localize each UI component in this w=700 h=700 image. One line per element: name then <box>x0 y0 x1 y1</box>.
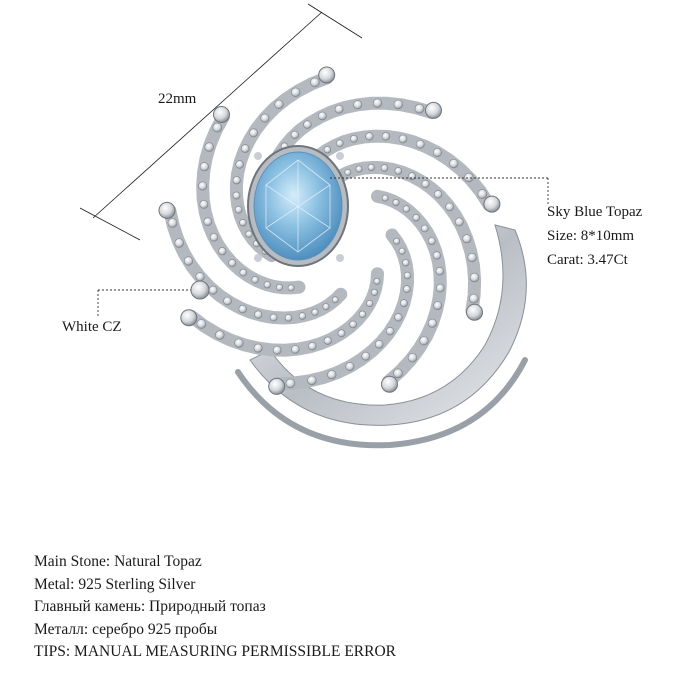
pave-stone <box>366 133 374 141</box>
pave-stone <box>468 253 477 262</box>
pave-stone <box>404 272 411 279</box>
pave-stone <box>254 344 262 352</box>
pave-stone <box>350 321 357 328</box>
pave-stone <box>200 200 208 208</box>
pave-stone <box>421 225 428 232</box>
pave-stone <box>368 164 375 171</box>
pave-stone <box>469 294 478 303</box>
pave-stone <box>310 78 319 87</box>
pave-stone <box>175 239 184 248</box>
pave-stone <box>381 165 388 172</box>
pave-stone <box>204 218 212 226</box>
pave-stone <box>276 284 282 290</box>
pave-stone <box>168 219 177 228</box>
pave-stone <box>350 135 357 142</box>
pave-stone <box>478 190 487 199</box>
pave-stone <box>455 218 463 226</box>
pave-stone <box>403 206 410 213</box>
pave-stone <box>403 260 410 267</box>
pave-stone <box>323 304 329 310</box>
accent-cz-stone <box>426 102 442 118</box>
accent-cz-stone <box>269 378 285 394</box>
pave-stone <box>345 169 351 175</box>
pave-stone <box>338 330 345 337</box>
pave-stone <box>197 320 206 329</box>
pave-stone <box>235 339 244 348</box>
pave-stone <box>291 88 300 97</box>
pave-stone <box>286 379 295 388</box>
pave-stone <box>400 300 407 307</box>
pave-stone <box>308 342 316 350</box>
pave-stone <box>394 100 403 109</box>
pave-stone <box>215 331 224 340</box>
pave-stone <box>250 129 258 137</box>
pave-stone <box>399 248 405 254</box>
cz-callout-stone <box>191 281 209 299</box>
white-cz-label: White CZ <box>62 319 122 335</box>
pave-stone <box>366 300 373 307</box>
pave-stone <box>332 297 338 303</box>
pave-stone <box>336 140 343 147</box>
pave-stone <box>291 346 299 354</box>
pave-stone <box>261 114 269 122</box>
spec-tips: TIPS: MANUAL MEASURING PERMISSIBLE ERROR <box>34 643 396 660</box>
pave-stone <box>403 286 410 293</box>
pave-stone <box>254 311 262 319</box>
pave-stone <box>359 311 366 318</box>
pave-stone <box>408 353 417 362</box>
topaz-callout <box>547 203 642 275</box>
pave-stone <box>209 286 217 294</box>
pave-stone <box>436 267 444 275</box>
accent-cz-stone <box>467 304 483 320</box>
spec-list <box>34 551 396 664</box>
pave-stone <box>394 238 400 244</box>
pave-stone <box>395 314 403 322</box>
pave-stone <box>354 101 362 109</box>
pave-stone <box>395 167 402 174</box>
pave-stone <box>393 199 399 205</box>
pave-stone <box>346 362 354 370</box>
pave-stone <box>335 105 343 113</box>
pave-stone <box>304 121 312 129</box>
pave-stone <box>264 282 271 289</box>
pave-stone <box>463 235 471 243</box>
accent-cz-stone <box>181 310 197 326</box>
pave-stone <box>450 159 459 168</box>
pave-stone <box>374 278 380 284</box>
pave-stone <box>416 140 424 148</box>
spec-main-stone: Main Stone: Natural Topaz <box>34 553 202 570</box>
pave-stone <box>433 148 441 156</box>
topaz-size: Size: 8*10mm <box>547 228 635 244</box>
pave-stone <box>408 173 415 180</box>
pave-stone <box>399 135 407 143</box>
pave-stone <box>318 112 326 120</box>
pave-stone <box>291 131 299 139</box>
pave-stone <box>428 319 436 327</box>
pave-stone <box>224 297 232 305</box>
pave-stone <box>312 309 319 316</box>
spec-metal-ru: Металл: серебро 925 пробы <box>34 620 218 638</box>
pave-stone <box>373 99 382 108</box>
pave-stone <box>382 195 388 201</box>
dimension-label: 22mm <box>158 91 197 107</box>
pave-stone <box>205 143 214 152</box>
pave-stone <box>428 238 435 245</box>
pave-stone <box>375 340 383 348</box>
pave-stone <box>285 314 292 321</box>
pave-stone <box>213 123 222 132</box>
pave-stone <box>210 234 218 242</box>
pave-stone <box>413 214 420 221</box>
accent-cz-stone <box>484 196 500 212</box>
pave-stone <box>184 257 193 266</box>
topaz-carat: Carat: 3.47Ct <box>547 252 628 268</box>
pave-stone <box>324 146 331 153</box>
pave-stone <box>273 346 281 354</box>
pave-stone <box>362 352 370 360</box>
sky-blue-topaz-stone <box>248 146 348 266</box>
pave-stone <box>415 104 424 113</box>
pave-stone <box>434 190 442 198</box>
pave-stone <box>465 173 474 182</box>
pave-stone <box>246 231 253 238</box>
pave-stone <box>275 100 284 109</box>
pave-stone <box>199 182 207 190</box>
pave-stone <box>382 133 390 141</box>
pave-stone <box>470 273 479 282</box>
spec-main-stone-ru: Главный камень: Природный топаз <box>34 598 266 615</box>
pave-stone <box>356 166 362 172</box>
pave-stone <box>233 177 241 185</box>
pave-stone <box>233 192 240 199</box>
pave-stone <box>308 376 317 385</box>
pave-stone <box>236 161 244 169</box>
pave-stone <box>446 203 454 211</box>
pave-stone <box>241 145 249 153</box>
pave-stone <box>252 276 259 283</box>
accent-cz-stone <box>319 67 335 83</box>
pave-stone <box>386 327 394 335</box>
pave-stone <box>422 180 430 188</box>
pave-stone <box>229 259 236 266</box>
pave-stone <box>436 284 444 292</box>
pave-stone <box>394 369 403 378</box>
accent-cz-stone <box>382 376 398 392</box>
pave-stone <box>219 247 227 255</box>
pave-stone <box>240 269 247 276</box>
pave-stone <box>239 305 247 313</box>
pave-stone <box>235 206 242 213</box>
pave-stone <box>288 285 294 291</box>
pave-stone <box>299 313 306 320</box>
pave-stone <box>196 273 204 281</box>
pave-stone <box>324 337 332 345</box>
topaz-name: Sky Blue Topaz <box>547 204 643 220</box>
pave-stone <box>270 314 277 321</box>
pave-stone <box>328 370 337 379</box>
pave-stone <box>240 219 247 226</box>
pave-stone <box>200 162 209 171</box>
spec-metal: Metal: 925 Sterling Silver <box>34 575 196 593</box>
accent-cz-stone <box>214 107 230 123</box>
pave-stone <box>420 337 429 346</box>
accent-cz-stone <box>159 202 175 218</box>
pave-stone <box>434 302 442 310</box>
pave-stone <box>433 252 441 260</box>
pave-stone <box>371 289 377 295</box>
